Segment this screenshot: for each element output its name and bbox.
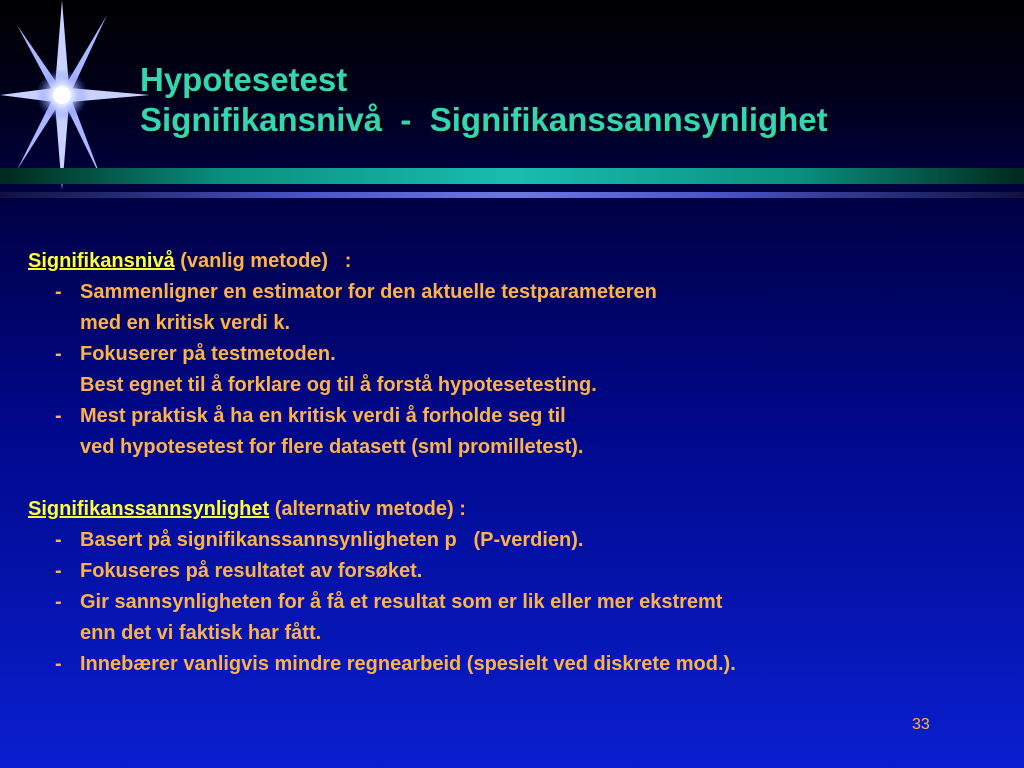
title-line-2: Signifikansnivå - Signifikanssannsynlighet	[140, 101, 828, 138]
list-item	[28, 277, 1008, 308]
list-item-text: Best egnet til å forklare og til å forstå hypotesetesting.	[80, 374, 597, 396]
star-burst-icon	[0, 0, 150, 190]
term-signifikansniva: Signifikansnivå	[28, 250, 175, 272]
list-item	[28, 339, 1008, 370]
list-item-text: Fokuserer på testmetoden.	[80, 343, 336, 365]
bullet-dash: -	[55, 529, 62, 551]
list-item	[28, 401, 1008, 432]
term-signifikanssannsynlighet: Signifikanssannsynlighet	[28, 498, 270, 520]
list-item-text: ved hypotesetest for flere datasett (sml promilletest).	[80, 436, 584, 458]
bullet-dash: -	[55, 281, 62, 303]
list-item-text: Sammenligner en estimator for den aktuelle testparameteren	[80, 281, 657, 303]
bullet-dash: -	[55, 653, 62, 675]
title-line-1: Hypotesetest	[140, 61, 348, 98]
list-item-text: med en kritisk verdi k.	[80, 312, 291, 334]
list-item-text: enn det vi faktisk har fått.	[80, 622, 322, 644]
list-item	[28, 308, 1008, 339]
section-heading-rest: (alternativ metode) :	[269, 498, 466, 520]
list-item	[28, 432, 1008, 463]
spacer	[28, 463, 1008, 494]
title-divider-bar	[0, 168, 1024, 184]
bullet-dash: -	[55, 591, 62, 613]
list-item	[28, 525, 1008, 556]
bullet-dash: -	[55, 405, 62, 427]
title-divider-thin	[0, 192, 1024, 198]
list-item	[28, 618, 1008, 649]
list-item	[28, 556, 1008, 587]
slide-body	[28, 246, 1008, 680]
list-item-text: Fokuseres på resultatet av forsøket.	[80, 560, 423, 582]
list-item-text: Gir sannsynligheten for å få et resultat som er lik eller mer ekstremt	[80, 591, 723, 613]
list-item	[28, 587, 1008, 618]
list-item-text: Basert på signifikanssannsynligheten p (P-verdien).	[80, 529, 584, 551]
section-heading-signifikansniva	[28, 246, 1008, 277]
section-heading-rest: (vanlig metode) :	[174, 250, 352, 272]
section-heading-signifikanssannsynlighet	[28, 494, 1008, 525]
slide-title	[140, 60, 828, 140]
bullet-dash: -	[55, 343, 62, 365]
bullet-dash: -	[55, 560, 62, 582]
list-item	[28, 649, 1008, 680]
page-number: 33	[912, 716, 930, 733]
list-item-text: Innebærer vanligvis mindre regnearbeid (spesielt ved diskrete mod.).	[80, 653, 736, 675]
list-item	[28, 370, 1008, 401]
list-item-text: Mest praktisk å ha en kritisk verdi å forholde seg til	[80, 405, 566, 427]
